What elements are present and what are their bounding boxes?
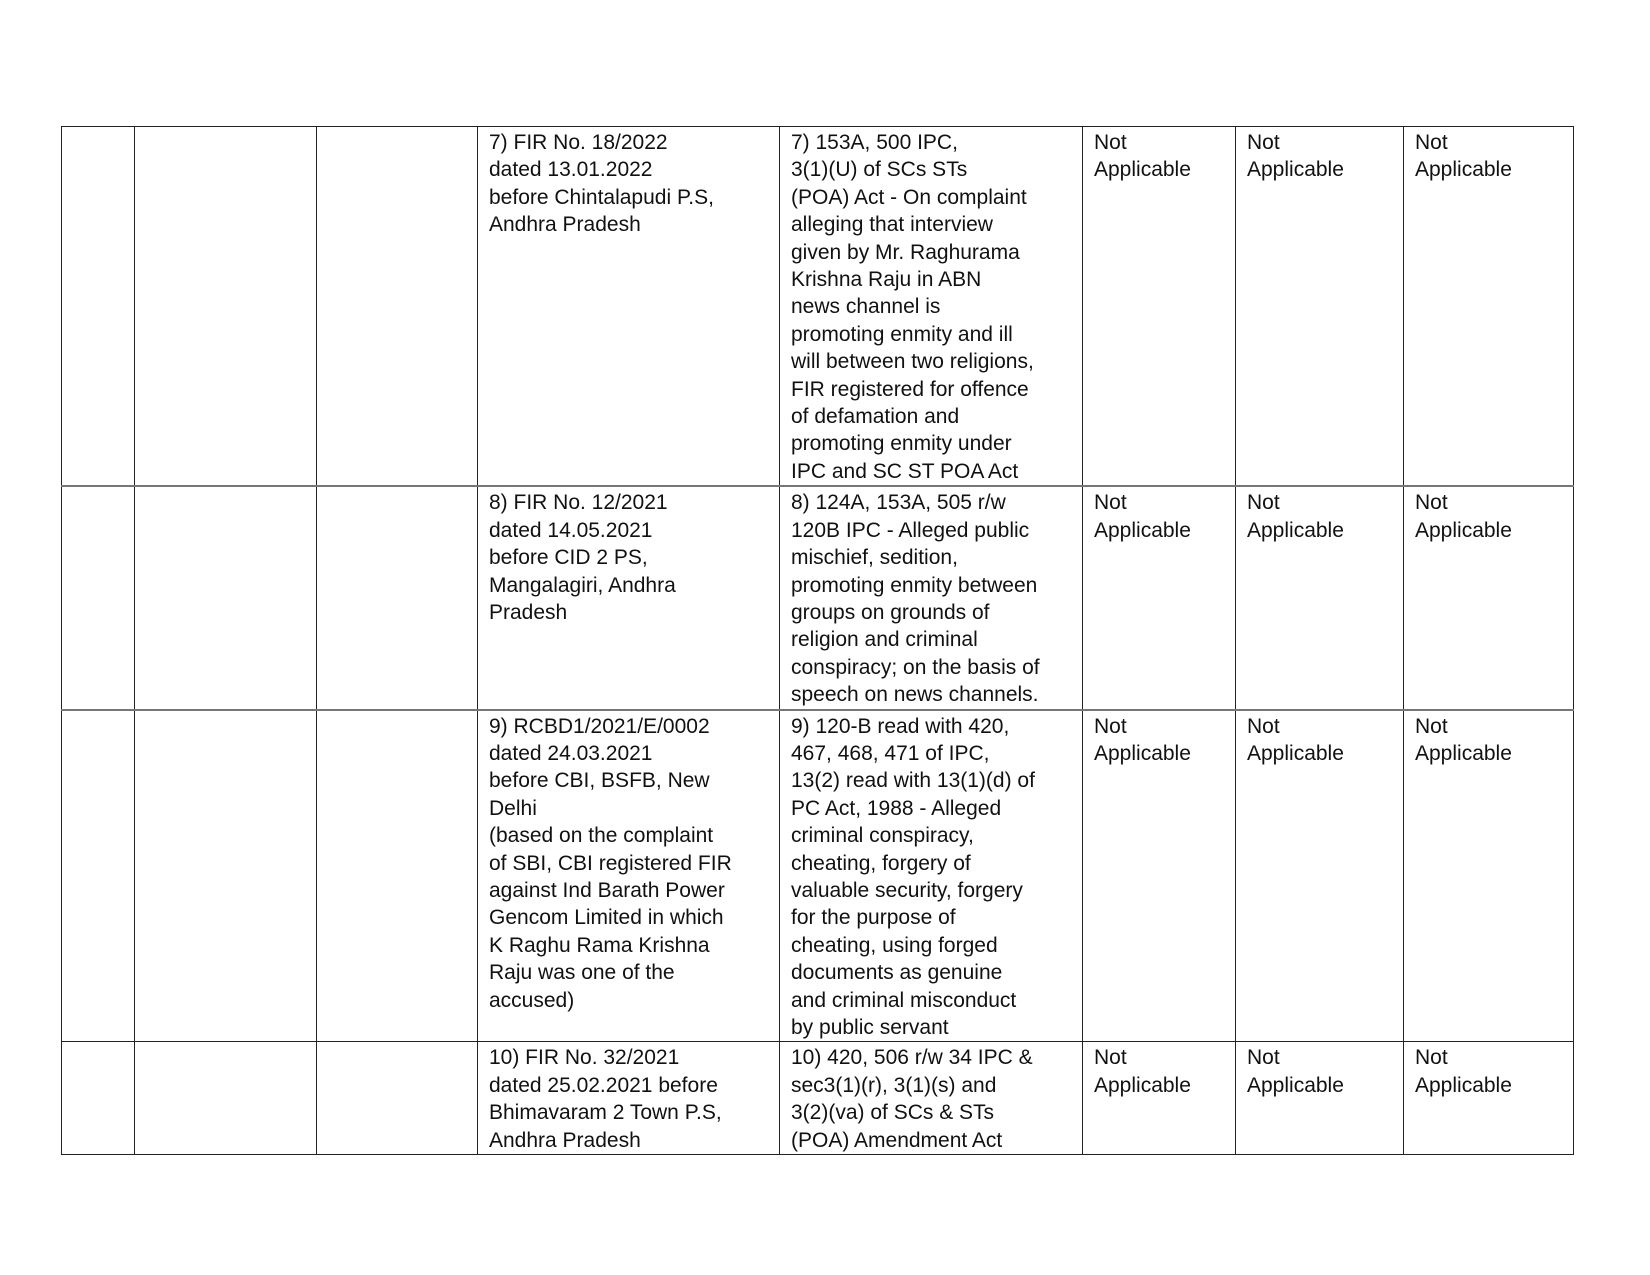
sections-cell: 10) 420, 506 r/w 34 IPC & sec3(1)(r), 3(1)(s) and 3(2)(va) of SCs & STs (POA) Amendment Act [780, 1042, 1083, 1155]
empty-cell [62, 1042, 135, 1155]
status-cell: Not Applicable [1083, 127, 1236, 487]
status-cell: Not Applicable [1404, 127, 1574, 487]
empty-cell [135, 127, 317, 487]
status-cell: Not Applicable [1236, 127, 1404, 487]
table-row [62, 1042, 1574, 1155]
empty-cell [135, 710, 317, 1042]
empty-cell [317, 127, 478, 487]
fir-details-cell: 8) FIR No. 12/2021 dated 14.05.2021 before CID 2 PS, Mangalagiri, Andhra Pradesh [478, 486, 780, 709]
table-row [62, 486, 1574, 709]
empty-cell [62, 710, 135, 1042]
fir-details-cell: 9) RCBD1/2021/E/0002 dated 24.03.2021 before CBI, BSFB, New Delhi (based on the complaint of SBI, CBI registered FIR against Ind Barath Power Gencom Limited in which K Raghu Rama Krishna Raju was one of the accused) [478, 710, 780, 1042]
empty-cell [62, 486, 135, 709]
status-cell: Not Applicable [1236, 710, 1404, 1042]
status-cell: Not Applicable [1404, 1042, 1574, 1155]
empty-cell [317, 486, 478, 709]
empty-cell [317, 710, 478, 1042]
table-row [62, 710, 1574, 1042]
empty-cell [317, 1042, 478, 1155]
sections-cell: 7) 153A, 500 IPC, 3(1)(U) of SCs STs (POA) Act - On complaint alleging that interview given by Mr. Raghurama Krishna Raju in ABN news channel is promoting enmity and ill will between two religions, FIR registered for offence of defamation and promoting enmity under IPC and SC ST POA Act [780, 127, 1083, 487]
cases-table [61, 126, 1574, 1155]
status-cell: Not Applicable [1083, 1042, 1236, 1155]
status-cell: Not Applicable [1083, 710, 1236, 1042]
empty-cell [135, 486, 317, 709]
status-cell: Not Applicable [1404, 486, 1574, 709]
table-row [62, 127, 1574, 487]
status-cell: Not Applicable [1236, 1042, 1404, 1155]
status-cell: Not Applicable [1083, 486, 1236, 709]
empty-cell [135, 1042, 317, 1155]
status-cell: Not Applicable [1404, 710, 1574, 1042]
fir-details-cell: 7) FIR No. 18/2022 dated 13.01.2022 before Chintalapudi P.S, Andhra Pradesh [478, 127, 780, 487]
sections-cell: 9) 120-B read with 420, 467, 468, 471 of IPC, 13(2) read with 13(1)(d) of PC Act, 1988 - Alleged criminal conspiracy, cheating, forgery of valuable security, forgery for the purpose of cheating, using forged documents as genuine and criminal misconduct by public servant [780, 710, 1083, 1042]
status-cell: Not Applicable [1236, 486, 1404, 709]
fir-details-cell: 10) FIR No. 32/2021 dated 25.02.2021 before Bhimavaram 2 Town P.S, Andhra Pradesh [478, 1042, 780, 1155]
sections-cell: 8) 124A, 153A, 505 r/w 120B IPC - Alleged public mischief, sedition, promoting enmity between groups on grounds of religion and criminal conspiracy; on the basis of speech on news channels. [780, 486, 1083, 709]
empty-cell [62, 127, 135, 487]
